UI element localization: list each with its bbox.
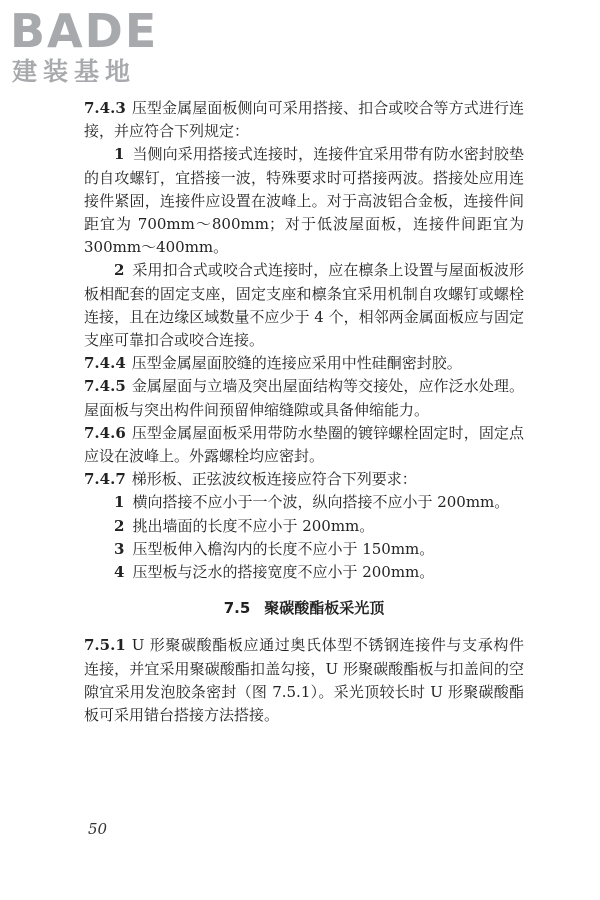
item-text: 压型板伸入檐沟内的长度不应小于 150mm。 bbox=[132, 539, 435, 558]
clause-7-4-7-item-2 bbox=[84, 515, 524, 538]
clause-number: 7.5.1 bbox=[84, 636, 126, 655]
clause-7-4-7-item-4 bbox=[84, 561, 524, 584]
clause-text: 压型金属屋面胶缝的连接应采用中性硅酮密封胶。 bbox=[131, 354, 462, 373]
clause-7-4-6 bbox=[84, 422, 524, 468]
section-heading bbox=[84, 597, 524, 620]
item-text: 压型板与泛水的搭接宽度不应小于 200mm。 bbox=[132, 563, 435, 582]
item-number: 1 bbox=[114, 145, 125, 164]
clause-7-4-3-item-2 bbox=[84, 259, 524, 352]
clause-7-4-5 bbox=[84, 375, 524, 421]
item-number: 1 bbox=[114, 493, 125, 512]
clause-number: 7.4.7 bbox=[84, 470, 126, 489]
clause-text: 梯形板、正弦波纹板连接应符合下列要求： bbox=[131, 470, 417, 489]
item-text: 当侧向采用搭接式连接时，连接件宜采用带有防水密封胶垫的自攻螺钉，宜搭接一波，特殊要求时可搭接两波。搭接处应用连接件紧固，连接件应设置在波峰上。对于高波铝合金板，连接件间距宜为 700mm～800mm；对于低波屋面板，连接件间距宜为 300mm～400mm。 bbox=[84, 145, 524, 257]
page-number: 50 bbox=[88, 820, 108, 838]
item-text: 横向搭接不应小于一个波，纵向搭接不应小于 200mm。 bbox=[132, 493, 510, 512]
clause-7-4-7-item-1 bbox=[84, 491, 524, 514]
bade-logo bbox=[10, 6, 180, 86]
logo-text-en: BADE bbox=[10, 4, 159, 58]
item-number: 3 bbox=[114, 539, 125, 558]
item-text: 采用扣合式或咬合式连接时，应在檩条上设置与屋面板波形板相配套的固定支座，固定支座和檩条宜采用机制自攻螺钉或螺栓连接，且在边缘区域数量不应少于 4 个，相邻两金属面板应与固定支座可靠扣合或咬合连接。 bbox=[84, 261, 524, 350]
clause-7-4-3 bbox=[84, 97, 524, 143]
clause-text: 金属屋面与立墙及突出屋面结构等交接处，应作泛水处理。屋面板与突出构件间预留伸缩缝隙或具备伸缩能力。 bbox=[84, 377, 524, 419]
document-body bbox=[84, 97, 524, 727]
clause-7-4-4 bbox=[84, 352, 524, 375]
clause-7-4-7 bbox=[84, 468, 524, 491]
clause-number: 7.4.3 bbox=[84, 99, 126, 117]
item-number: 2 bbox=[114, 516, 125, 535]
section-title: 聚碳酸酯板采光顶 bbox=[264, 599, 385, 618]
clause-number: 7.4.5 bbox=[84, 377, 126, 396]
clause-7-4-3-item-1 bbox=[84, 143, 524, 259]
clause-7-5-1 bbox=[84, 634, 524, 727]
item-number: 4 bbox=[114, 563, 125, 582]
section-number: 7.5 bbox=[223, 599, 251, 618]
clause-text: 压型金属屋面板采用带防水垫圈的镀锌螺栓固定时，固定点应设在波峰上。外露螺栓均应密封。 bbox=[84, 423, 524, 466]
logo-text-cn: 建装基地 bbox=[12, 57, 137, 86]
clause-number: 7.4.4 bbox=[84, 354, 126, 373]
clause-text: 压型金属屋面板侧向可采用搭接、扣合或咬合等方式进行连接，并应符合下列规定： bbox=[84, 99, 524, 141]
clause-text: U 形聚碳酸酯板应通过奥氏体型不锈钢连接件与支承构件连接，并宜采用聚碳酸酯扣盖勾接，U 形聚碳酸酯板与扣盖间的空隙宜采用发泡胶条密封（图 7.5.1）。采光顶较长时 U 形聚碳酸酯板可采用错台搭接方法搭接。 bbox=[84, 636, 524, 725]
clause-number: 7.4.6 bbox=[84, 423, 126, 442]
item-text: 挑出墙面的长度不应小于 200mm。 bbox=[132, 516, 375, 535]
item-number: 2 bbox=[114, 261, 125, 280]
clause-7-4-7-item-3 bbox=[84, 538, 524, 561]
